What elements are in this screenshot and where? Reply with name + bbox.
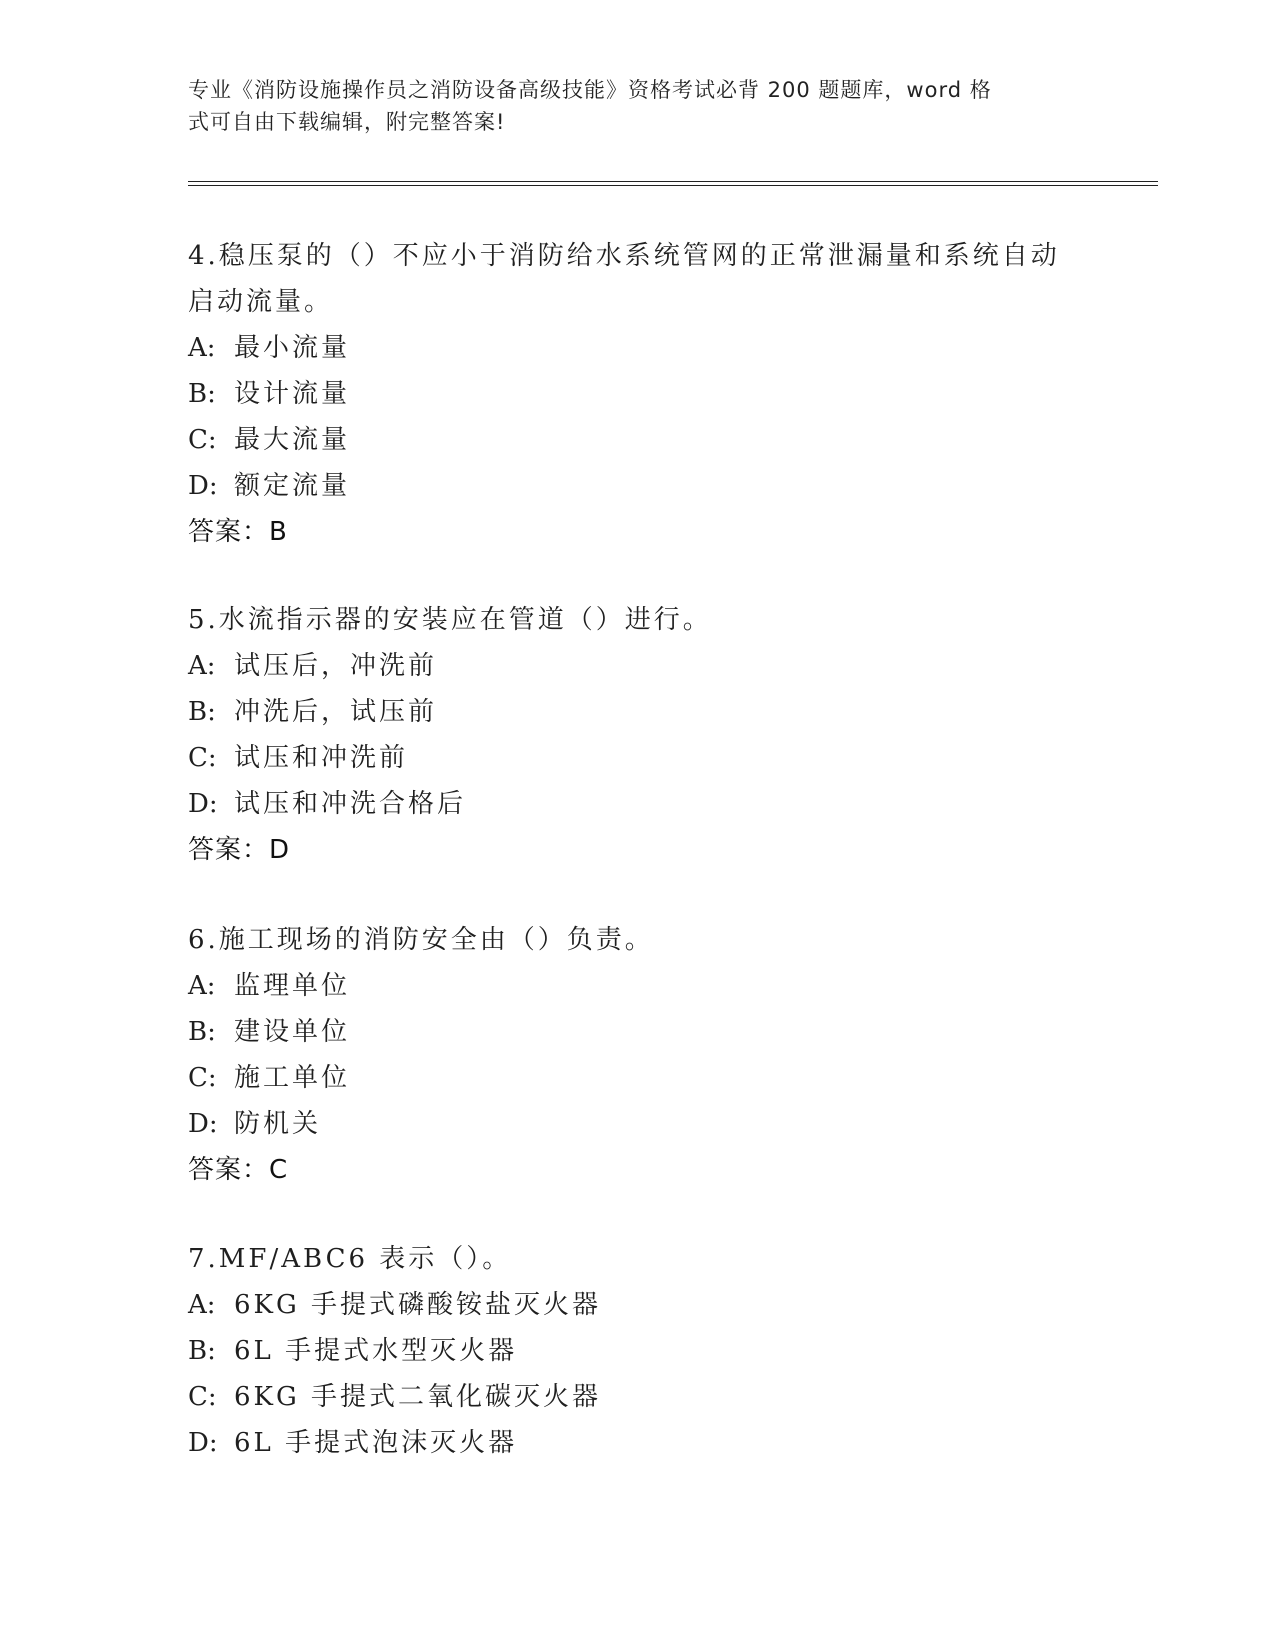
option-a: [188, 1282, 1068, 1328]
option-letter: C:: [188, 1063, 217, 1093]
option-d: [188, 463, 1068, 509]
document-header: [188, 74, 1068, 138]
option-letter: A:: [188, 333, 216, 363]
option-letter: C:: [188, 1382, 217, 1412]
option-a: [188, 643, 1068, 689]
option-text: 6L 手提式泡沫灭火器: [234, 1428, 518, 1458]
question-6: [188, 917, 1068, 1193]
option-letter: B:: [188, 1336, 216, 1366]
option-d: [188, 1101, 1068, 1147]
option-text: 试压和冲洗合格后: [234, 789, 467, 819]
option-text: 6KG 手提式二氧化碳灭火器: [234, 1382, 602, 1412]
question-5: [188, 597, 1068, 873]
question-stem-continued: 启动流量。: [188, 287, 334, 317]
option-text: 最大流量: [234, 425, 351, 455]
option-text: 试压和冲洗前: [234, 743, 409, 773]
answer-line: 答案：C: [188, 1155, 289, 1185]
header-divider-top: [188, 181, 1158, 182]
option-d: [188, 1420, 1068, 1466]
option-text: 6L 手提式水型灭火器: [234, 1336, 518, 1366]
option-c: [188, 1055, 1068, 1101]
answer-line: 答案：B: [188, 517, 288, 547]
option-text: 设计流量: [234, 379, 351, 409]
answer-line: 答案：D: [188, 835, 291, 865]
option-letter: D:: [188, 471, 218, 501]
option-c: [188, 417, 1068, 463]
option-text: 试压后，冲洗前: [234, 651, 438, 681]
question-stem: 6.施工现场的消防安全由（）负责。: [188, 925, 654, 955]
option-letter: B:: [188, 379, 216, 409]
option-text: 防机关: [234, 1109, 322, 1139]
option-c: [188, 735, 1068, 781]
option-letter: A:: [188, 971, 216, 1001]
option-letter: C:: [188, 425, 217, 455]
question-4: [188, 233, 1068, 555]
option-letter: D:: [188, 1428, 218, 1458]
option-text: 额定流量: [234, 471, 351, 501]
option-letter: B:: [188, 697, 216, 727]
option-letter: D:: [188, 1109, 218, 1139]
question-stem: 4.稳压泵的（）不应小于消防给水系统管网的正常泄漏量和系统自动: [188, 241, 1060, 271]
option-c: [188, 1374, 1068, 1420]
option-letter: A:: [188, 1290, 216, 1320]
option-text: 建设单位: [234, 1017, 351, 1047]
option-text: 最小流量: [234, 333, 351, 363]
option-b: [188, 689, 1068, 735]
option-b: [188, 371, 1068, 417]
question-stem: 7.MF/ABC6 表示（）。: [188, 1244, 512, 1274]
option-text: 施工单位: [234, 1063, 351, 1093]
header-title-line-1: 专业《消防设施操作员之消防设备高级技能》资格考试必背 200 题题库，word 格: [188, 78, 992, 102]
option-text: 6KG 手提式磷酸铵盐灭火器: [234, 1290, 602, 1320]
option-text: 监理单位: [234, 971, 351, 1001]
option-letter: B:: [188, 1017, 216, 1047]
option-b: [188, 1009, 1068, 1055]
option-b: [188, 1328, 1068, 1374]
header-divider-bottom: [188, 185, 1158, 186]
question-7: [188, 1236, 1068, 1466]
option-d: [188, 781, 1068, 827]
option-text: 冲洗后，试压前: [234, 697, 438, 727]
header-title-line-2: 式可自由下载编辑，附完整答案!: [188, 110, 506, 134]
option-letter: C:: [188, 743, 217, 773]
option-a: [188, 325, 1068, 371]
option-letter: A:: [188, 651, 216, 681]
option-letter: D:: [188, 789, 218, 819]
option-a: [188, 963, 1068, 1009]
question-stem: 5.水流指示器的安装应在管道（）进行。: [188, 605, 712, 635]
